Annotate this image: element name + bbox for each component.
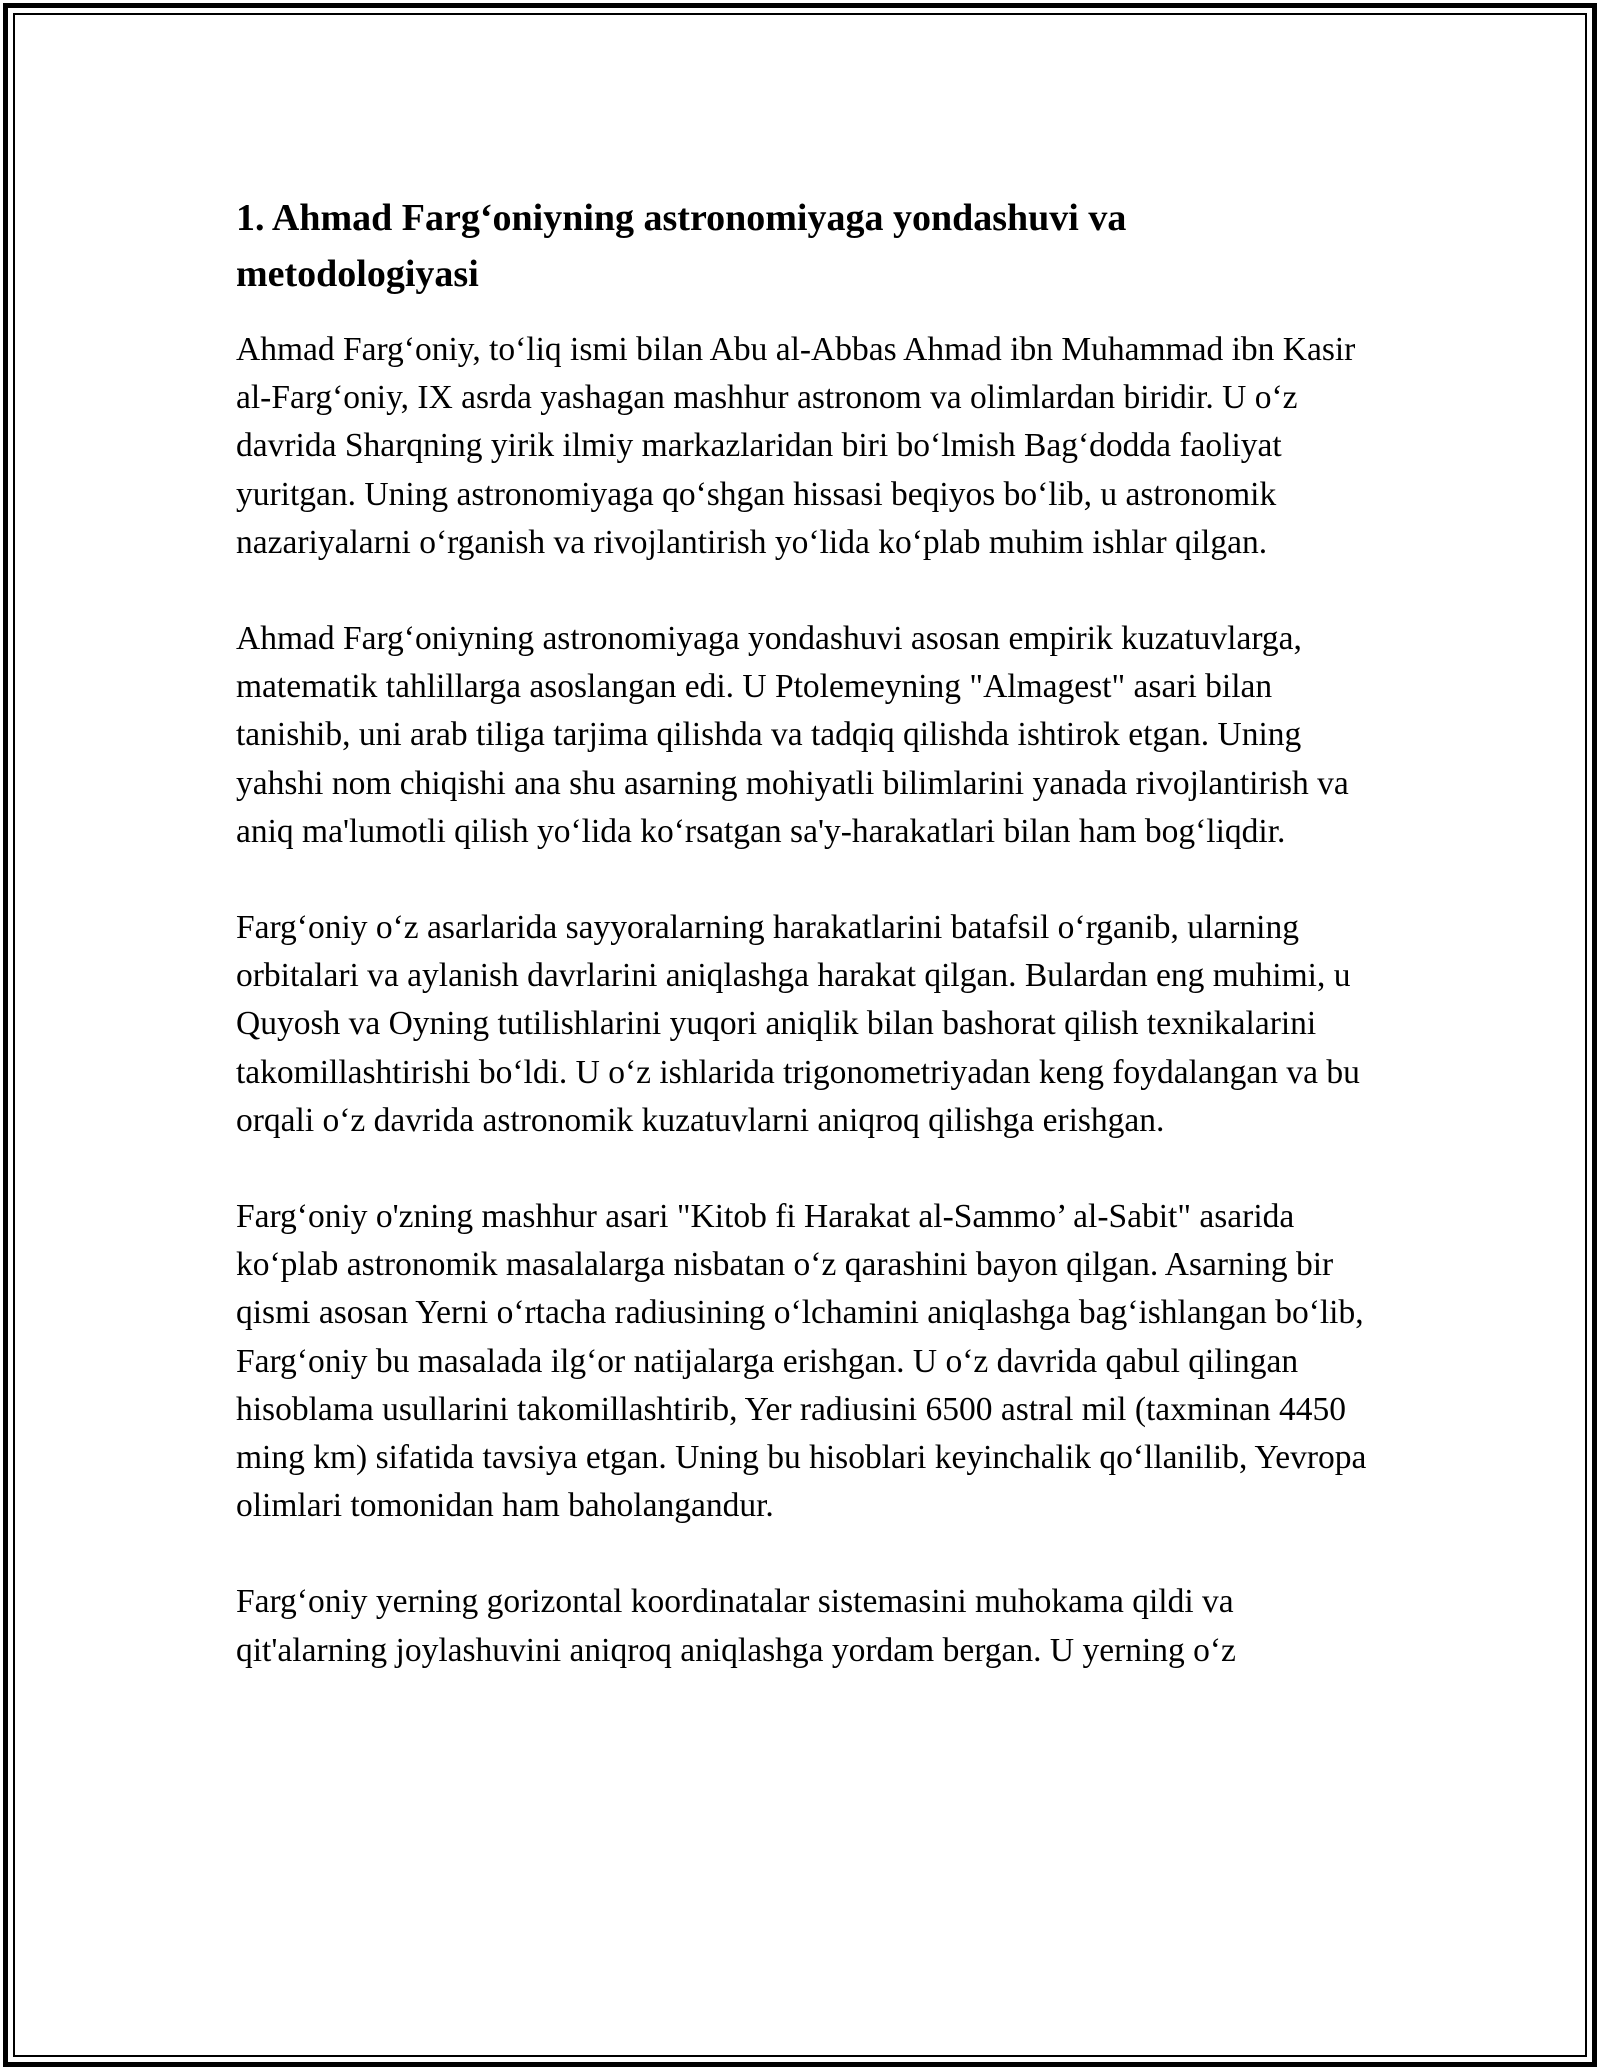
- paragraph-4: Farg‘oniy o'zning mashhur asari "Kitob fi Harakat al-Sammo’ al-Sabit" asarida ko‘plab astronomik masalalarga nisbatan o‘z qarashini bayon qilgan. Asarning bir qismi asosan Yerni o‘rtacha radiusining o‘lchamini aniqlashga bag‘ishlangan bo‘lib, Farg‘oniy bu masalada ilg‘or natijalarga erishgan. U o‘z davrida qabul qilingan hisoblama usullarini takomillashtirib, Yer radiusini 6500 astral mil (taxminan 4450 ming km) sifatida tavsiya etgan. Uning bu hisoblari keyinchalik qo‘llanilib, Yevropa olimlari tomonidan ham baholangandur.: [236, 1198, 1367, 1525]
- paragraph-2: Ahmad Farg‘oniyning astronomiyaga yondashuvi asosan empirik kuzatuvlarga, matematik tahlillarga asoslangan edi. U Ptolemeyning "Almagest" asari bilan tanishib, uni arab tiliga tarjima qilishda va tadqiq qilishda ishtirok etgan. Uning yahshi nom chiqishi ana shu asarning mohiyatli bilimlarini yanada rivojlantirish va aniq ma'lumotli qilish yo‘lida ko‘rsatgan sa'y-harakatlari bilan ham bog‘liqdir.: [236, 620, 1349, 850]
- paragraph-1: Ahmad Farg‘oniy, to‘liq ismi bilan Abu al-Abbas Ahmad ibn Muhammad ibn Kasir al-Farg‘oniy, IX asrda yashagan mashhur astronom va olimlardan biridir. U o‘z davrida Sharqning yirik ilmiy markazlaridan biri bo‘lmish Bag‘dodda faoliyat yuritgan. Uning astronomiyaga qo‘shgan hissasi beqiyos bo‘lib, u astronomik nazariyalarni o‘rganish va rivojlantirish yo‘lida ko‘plab muhim ishlar qilgan.: [236, 331, 1356, 561]
- paragraph-5: Farg‘oniy yerning gorizontal koordinatalar sistemasini muhokama qildi va qit'alarning joylashuvini aniqroq aniqlashga yordam bergan. U yerning o‘z: [236, 1583, 1236, 1669]
- paragraph-3: Farg‘oniy o‘z asarlarida sayyoralarning harakatlarini batafsil o‘rganib, ularning orbitalari va aylanish davrlarini aniqlashga harakat qilgan. Bulardan eng muhimi, u Quyosh va Oyning tutilishlarini yuqori aniqlik bilan bashorat qilish texnikalarini takomillashtirishi bo‘ldi. U o‘z ishlarida trigonometriyadan keng foydalangan va bu orqali o‘z davrida astronomik kuzatuvlarni aniqroq qilishga erishgan.: [236, 909, 1360, 1139]
- section-heading: 1. Ahmad Farg‘oniyning astronomiyaga yondashuvi va metodologiyasi: [236, 197, 1127, 295]
- document-body: [236, 190, 1372, 1723]
